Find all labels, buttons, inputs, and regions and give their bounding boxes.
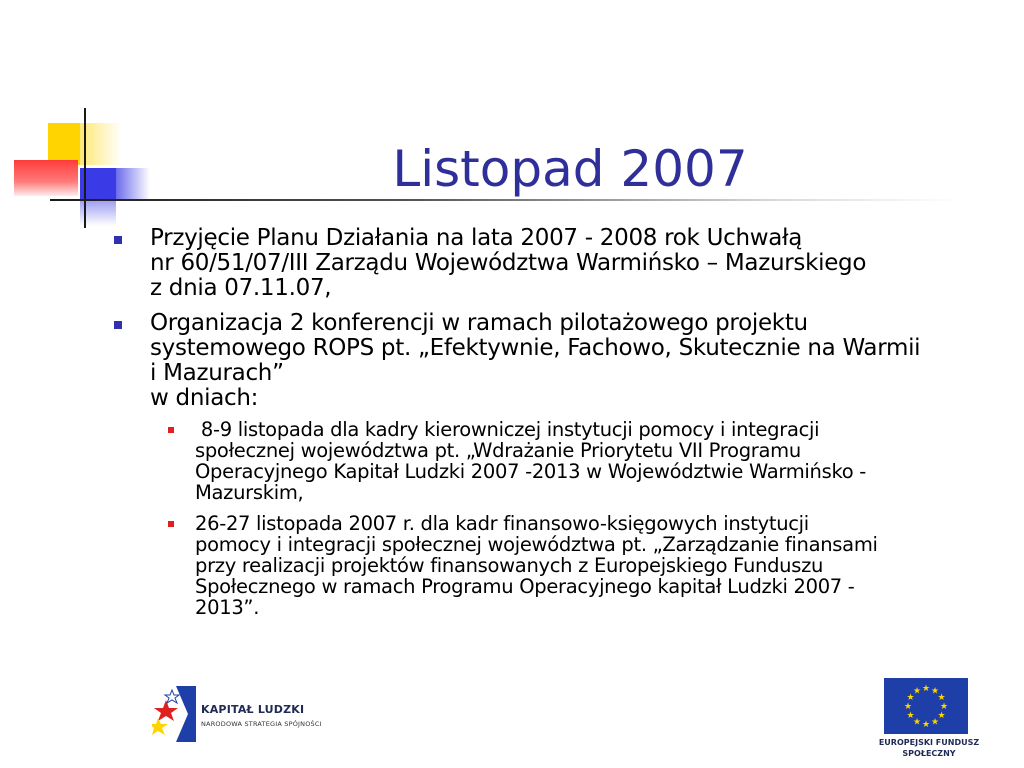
- kapital-ludzki-subtitle: NARODOWA STRATEGIA SPÓJNOŚCI: [201, 720, 322, 728]
- svg-text:★: ★: [903, 702, 913, 712]
- bullet-1-line-2: nr 60/51/07/III Zarządu Województwa Warmińsko – Mazurskiego: [150, 250, 867, 276]
- sub-bullet-item-1: [110, 419, 1015, 503]
- sub-1-line-3: Operacyjnego Kapitał Ludzki 2007 -2013 w Województwie Warmińsko -: [195, 460, 867, 483]
- bullet-1-line-1: Przyjęcie Planu Działania na lata 2007 - 2008 rok Uchwałą: [150, 225, 803, 251]
- bullet-2-line-3: i Mazurach”: [150, 360, 284, 386]
- eu-fund-line-1: EUROPEJSKI FUNDUSZ: [878, 738, 980, 747]
- eu-stars-icon: [884, 678, 968, 734]
- svg-text:★: ★: [912, 686, 922, 697]
- red-square-bullet-icon: [168, 427, 174, 433]
- svg-text:★: ★: [937, 693, 946, 703]
- sub-1-line-4: Mazurskim,: [195, 481, 304, 504]
- decor-horizontal-rule: [50, 199, 960, 201]
- svg-text:★: ★: [912, 717, 922, 728]
- decor-vertical-line: [84, 108, 86, 228]
- slide-content: [110, 226, 1015, 618]
- bullet-2-line-1: Organizacja 2 konferencji w ramach pilotażowego projektu: [150, 310, 808, 336]
- svg-text:★: ★: [906, 693, 915, 703]
- svg-text:★: ★: [921, 720, 931, 730]
- svg-text:★: ★: [921, 684, 931, 694]
- square-bullet-icon: [114, 321, 122, 329]
- square-bullet-icon: [114, 236, 122, 244]
- svg-text:★: ★: [930, 717, 940, 728]
- decor-yellow-square: [48, 123, 80, 165]
- sub-2-line-3: przy realizacji projektów finansowanych z Europejskiego Funduszu: [195, 554, 824, 577]
- bullet-2-line-4: w dniach:: [150, 385, 259, 411]
- sub-2-line-1: 26-27 listopada 2007 r. dla kadr finansowo-księgowych instytucji: [195, 512, 809, 535]
- sub-2-line-4: Społecznego w ramach Programu Operacyjnego kapitał Ludzki 2007 -: [195, 575, 855, 598]
- red-square-bullet-icon: [168, 521, 174, 527]
- bullet-item-2: [110, 311, 1015, 411]
- decor-red-square: [14, 160, 78, 196]
- svg-text:★: ★: [906, 711, 915, 721]
- bullet-2-line-2: systemowego ROPS pt. „Efektywnie, Fachowo, Skutecznie na Warmii: [150, 335, 921, 361]
- sub-2-line-2: pomocy i integracji społecznej województwa pt. „Zarządzanie finansami: [195, 533, 878, 556]
- svg-text:★: ★: [937, 711, 946, 721]
- bullet-item-1: [110, 226, 1015, 301]
- decor-blue-fade: [116, 168, 150, 200]
- decor-yellow-fade: [80, 123, 122, 165]
- kapital-ludzki-logo: [152, 686, 352, 742]
- svg-text:★: ★: [939, 702, 949, 712]
- kapital-ludzki-title: KAPITAŁ LUDZKI: [201, 703, 305, 716]
- sub-1-line-2: społecznej województwa pt. „Wdrażanie Priorytetu VII Programu: [195, 439, 801, 462]
- sub-1-line-1: 8-9 listopada dla kadry kierowniczej instytucji pomocy i integracji: [195, 418, 820, 441]
- slide-title: Listopad 2007: [392, 139, 748, 198]
- sub-2-line-5: 2013”.: [195, 596, 260, 619]
- eu-flag-icon: [884, 678, 968, 734]
- bullet-1-line-3: z dnia 07.11.07,: [150, 275, 332, 301]
- eu-fund-line-2: SPOŁECZNY: [902, 749, 956, 758]
- eu-fund-logo: [874, 676, 984, 762]
- kapital-ludzki-star-icon: [152, 686, 196, 742]
- svg-text:★: ★: [930, 686, 940, 697]
- sub-bullet-item-2: [110, 513, 1015, 618]
